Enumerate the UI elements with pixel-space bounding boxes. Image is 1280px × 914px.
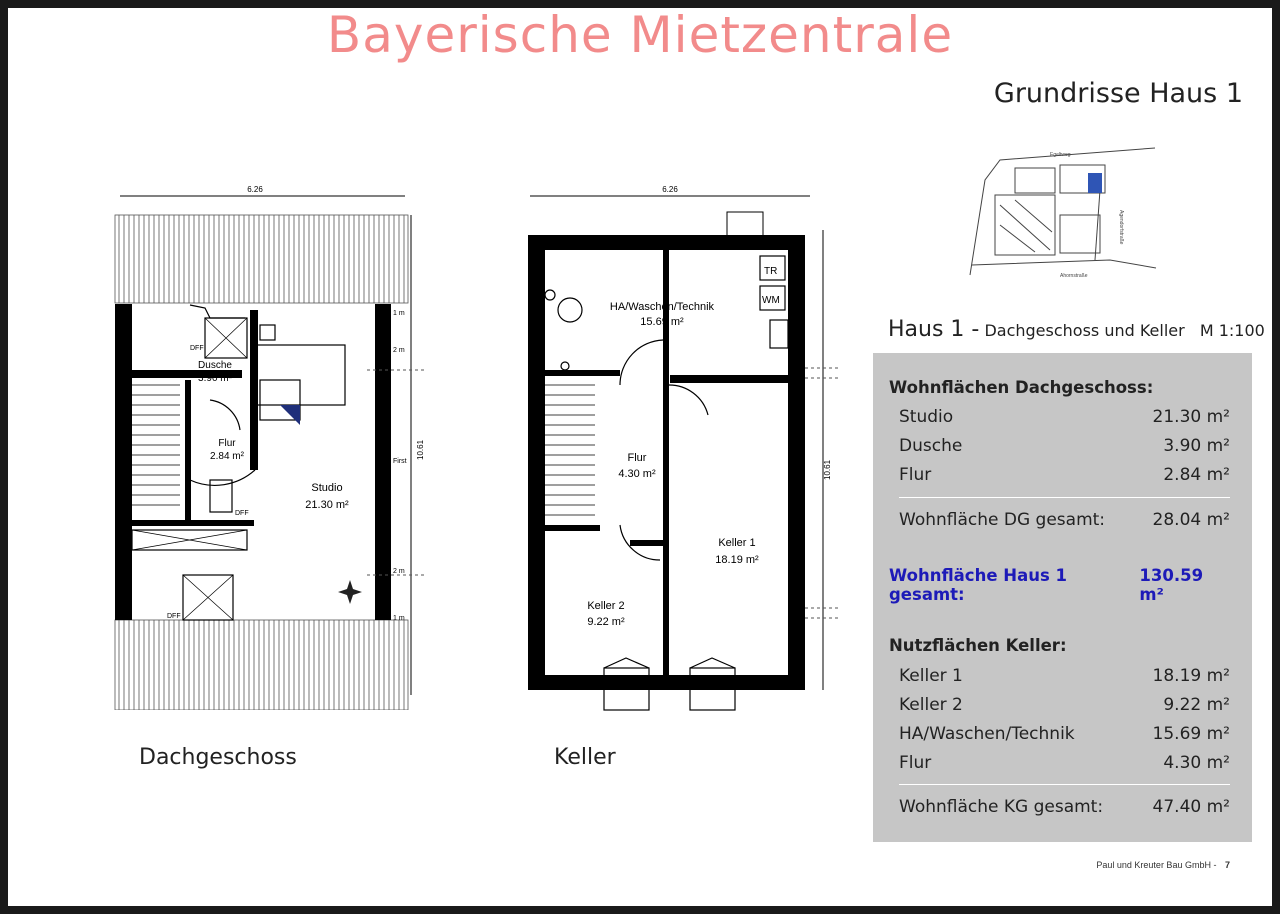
area-summary-panel xyxy=(873,353,1252,842)
usable-total-row xyxy=(899,797,1230,817)
divider xyxy=(899,784,1230,785)
row-label: Flur xyxy=(899,465,932,485)
floorplan-kg xyxy=(520,180,840,720)
usable-row xyxy=(899,753,1230,773)
row-value: 28.04 m² xyxy=(1152,510,1230,530)
kg-room-ha: HA/Waschen/Technik xyxy=(609,301,715,313)
row-value: 130.59 m² xyxy=(1139,566,1204,604)
dg-area-studio: 21.30 m² xyxy=(305,499,349,511)
subtitle-house: Haus 1 - xyxy=(888,317,980,342)
living-total-row xyxy=(899,510,1230,530)
watermark: Bayerische Mietzentrale xyxy=(326,6,954,64)
usable-row xyxy=(899,724,1230,744)
kg-room-keller2: Keller 2 xyxy=(587,600,625,612)
dg-mark-1m-top: 1 m xyxy=(393,310,405,317)
subtitle-detail: Dachgeschoss und Keller xyxy=(984,321,1185,340)
dg-width-dim: 6.26 xyxy=(247,185,263,194)
street-right: Agendorfstraße xyxy=(1118,210,1124,245)
living-row xyxy=(899,407,1230,427)
dg-mark-2m-top: 2 m xyxy=(393,347,405,354)
caption-dachgeschoss: Dachgeschoss xyxy=(139,745,297,770)
row-value: 21.30 m² xyxy=(1152,407,1230,427)
usable-row xyxy=(899,666,1230,686)
row-value: 9.22 m² xyxy=(1163,695,1230,715)
dg-room-dusche: Dusche xyxy=(198,360,232,371)
row-value: 15.69 m² xyxy=(1152,724,1230,744)
row-label: Studio xyxy=(899,407,954,427)
street-bottom: Ahornstraße xyxy=(1060,273,1088,279)
kg-room-keller1: Keller 1 xyxy=(718,537,756,549)
row-label: Keller 2 xyxy=(899,695,963,715)
page-number: 7 xyxy=(1224,860,1230,870)
row-label: Wohnfläche Haus 1 gesamt: xyxy=(889,566,1068,604)
row-label: HA/Waschen/Technik xyxy=(899,724,1075,744)
dg-mark-2m-bottom: 2 m xyxy=(393,568,405,575)
row-label: Keller 1 xyxy=(899,666,963,686)
row-label: Flur xyxy=(899,753,932,773)
living-heading: Wohnflächen Dachgeschoss: xyxy=(889,378,1154,397)
kg-area-keller1: 18.19 m² xyxy=(715,554,759,566)
divider xyxy=(899,497,1230,498)
row-value: 47.40 m² xyxy=(1152,797,1230,817)
kg-width-dim: 6.26 xyxy=(662,185,678,194)
kg-area-keller2: 9.22 m² xyxy=(587,616,625,628)
row-label: Dusche xyxy=(899,436,963,456)
row-value: 2.84 m² xyxy=(1163,465,1230,485)
page-footer xyxy=(1096,860,1230,870)
site-plan xyxy=(960,140,1160,290)
usable-row xyxy=(899,695,1230,715)
row-value: 3.90 m² xyxy=(1163,436,1230,456)
street-top: Egeltweg xyxy=(1050,152,1071,158)
footer-separator: - xyxy=(1213,860,1217,870)
dg-room-flur: Flur xyxy=(218,438,236,449)
floorplan-dg xyxy=(105,180,435,710)
kg-height-dim: 10.61 xyxy=(823,459,832,480)
caption-keller: Keller xyxy=(554,745,616,770)
dg-mark-dff-2: DFF xyxy=(235,510,249,517)
dg-area-dusche: 3.90 m² xyxy=(198,373,232,384)
living-row xyxy=(899,465,1230,485)
house-total-row xyxy=(889,566,1230,604)
kg-area-ha: 15.69 m² xyxy=(640,316,684,328)
kg-mark-wm: WM xyxy=(762,295,780,306)
dg-area-flur: 2.84 m² xyxy=(210,451,244,462)
living-row xyxy=(899,436,1230,456)
dg-height-dim: 10.61 xyxy=(416,439,425,460)
plant-icon xyxy=(338,580,362,604)
kg-area-flur: 4.30 m² xyxy=(618,468,656,480)
dg-mark-dff-3: DFF xyxy=(167,613,181,620)
kg-mark-tr: TR xyxy=(764,266,778,277)
dg-room-studio: Studio xyxy=(311,482,343,494)
subtitle-scale: M 1:100 xyxy=(1199,321,1265,340)
row-value: 4.30 m² xyxy=(1163,753,1230,773)
row-label: Wohnfläche DG gesamt: xyxy=(899,510,1106,530)
row-value: 18.19 m² xyxy=(1152,666,1230,686)
dg-mark-first: First xyxy=(393,458,407,465)
row-label: Wohnfläche KG gesamt: xyxy=(899,797,1104,817)
dg-mark-dff-1: DFF xyxy=(190,345,204,352)
page-title: Grundrisse Haus 1 xyxy=(993,78,1243,109)
usable-heading: Nutzflächen Keller: xyxy=(889,636,1067,655)
footer-company: Paul und Kreuter Bau GmbH xyxy=(1096,860,1211,870)
kg-room-flur: Flur xyxy=(627,452,647,464)
dg-mark-1m-bottom: 1 m xyxy=(393,615,405,622)
plan-subtitle xyxy=(888,317,1265,342)
